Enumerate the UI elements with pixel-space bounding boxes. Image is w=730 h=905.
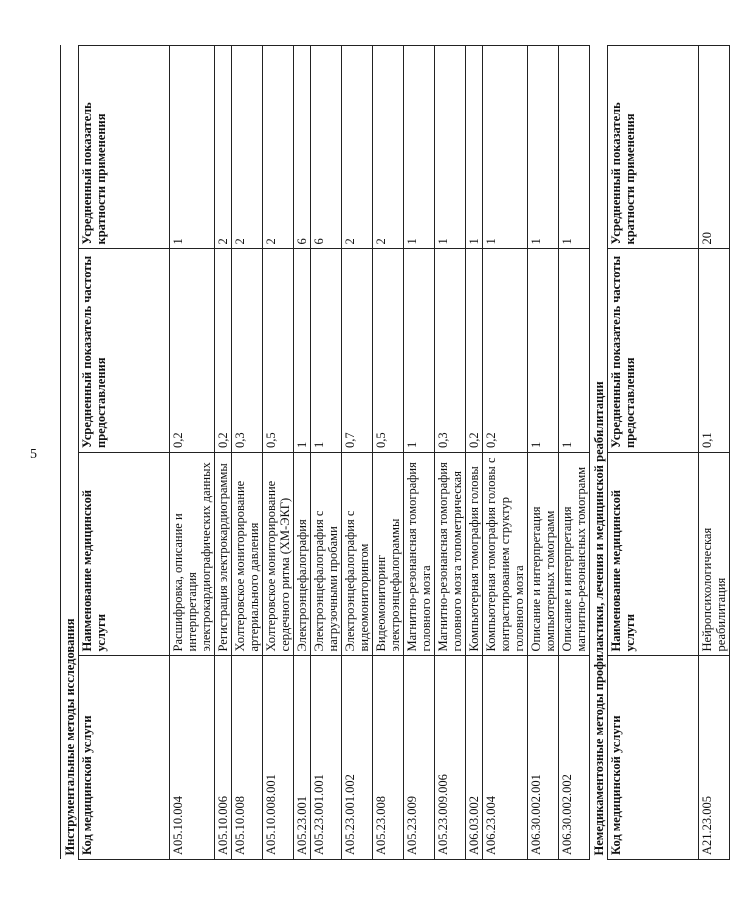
- row-name: Нейропсихологическая реабилитация: [699, 453, 730, 657]
- header-name: Наименование медицинской услуги: [79, 453, 170, 657]
- row-multiplicity: 2: [215, 46, 232, 250]
- table-row: [170, 46, 215, 860]
- header-frequency: Усредненный показатель частоты предоставления: [79, 249, 170, 453]
- header-multiplicity: Усредненный показатель кратности применения: [608, 46, 699, 250]
- row-name: Холтеровское мониторирование сердечного ритма (ХМ-ЭКГ): [263, 453, 294, 657]
- row-name: Компьютерная томография головы с контрастированием структур головного мозга: [483, 453, 528, 657]
- row-code: A06.03.002: [466, 656, 483, 860]
- row-frequency: 0,1: [699, 249, 730, 453]
- row-frequency: 1: [311, 249, 342, 453]
- row-frequency: 1: [404, 249, 435, 453]
- section-title-row: [590, 46, 608, 860]
- row-multiplicity: 1: [404, 46, 435, 250]
- row-multiplicity: 1: [528, 46, 559, 250]
- row-code: A05.10.008.001: [263, 656, 294, 860]
- row-multiplicity: 1: [170, 46, 215, 250]
- table-row: [528, 46, 559, 860]
- row-multiplicity: 2: [232, 46, 263, 250]
- table-row: [404, 46, 435, 860]
- row-code: A06.30.002.002: [559, 656, 590, 860]
- section-title-row: [61, 46, 79, 860]
- row-name: Компьютерная томография головы: [466, 453, 483, 657]
- row-code: A06.30.002.001: [528, 656, 559, 860]
- row-name: Магнитно-резонансная томография головного мозга топометрическая: [435, 453, 466, 657]
- row-multiplicity: 1: [466, 46, 483, 250]
- row-name: Электроэнцефалография с нагрузочными пробами: [311, 453, 342, 657]
- row-frequency: 0,3: [435, 249, 466, 453]
- row-frequency: 0,5: [373, 249, 404, 453]
- row-multiplicity: 1: [435, 46, 466, 250]
- row-code: A05.10.008: [232, 656, 263, 860]
- header-code: Код медицинской услуги: [608, 656, 699, 860]
- header-frequency: Усредненный показатель частоты предоставления: [608, 249, 699, 453]
- row-multiplicity: 2: [263, 46, 294, 250]
- row-frequency: 0,2: [170, 249, 215, 453]
- row-name: Холтеровское мониторирование артериального давления: [232, 453, 263, 657]
- header-code: Код медицинской услуги: [79, 656, 170, 860]
- table-header-row: [608, 46, 699, 860]
- row-code: A05.23.001.002: [342, 656, 373, 860]
- table-row: [699, 46, 730, 860]
- row-multiplicity: 1: [559, 46, 590, 250]
- row-code: A05.23.001: [294, 656, 311, 860]
- row-frequency: 0,7: [342, 249, 373, 453]
- table-row: [373, 46, 404, 860]
- row-frequency: 1: [294, 249, 311, 453]
- row-name: Электроэнцефалография: [294, 453, 311, 657]
- row-code: A05.23.009.006: [435, 656, 466, 860]
- row-code: A05.23.008: [373, 656, 404, 860]
- row-code: A05.23.009: [404, 656, 435, 860]
- row-code: A06.23.004: [483, 656, 528, 860]
- row-name: Описание и интерпретация магнитно-резонансных томограмм: [559, 453, 590, 657]
- row-frequency: 0,2: [215, 249, 232, 453]
- row-frequency: 1: [559, 249, 590, 453]
- table-row: [232, 46, 263, 860]
- row-frequency: 0,2: [466, 249, 483, 453]
- row-name: Расшифровка, описание и интерпретация электрокардиографических данных: [170, 453, 215, 657]
- row-frequency: 0,5: [263, 249, 294, 453]
- section-title: Немедикаментозные методы профилактики, лечения и медицинской реабилитации: [590, 46, 608, 860]
- row-frequency: 0,2: [483, 249, 528, 453]
- row-multiplicity: 6: [294, 46, 311, 250]
- row-code: A21.23.005: [699, 656, 730, 860]
- services-table: [60, 45, 730, 860]
- table-row: [263, 46, 294, 860]
- row-code: A05.23.001.001: [311, 656, 342, 860]
- row-multiplicity: 6: [311, 46, 342, 250]
- table-header-row: [79, 46, 170, 860]
- row-multiplicity: 1: [483, 46, 528, 250]
- row-name: Магнитно-резонансная томография головного мозга: [404, 453, 435, 657]
- table-row: [311, 46, 342, 860]
- row-name: Электроэнцефалография с видеомониторингом: [342, 453, 373, 657]
- row-name: Регистрация электрокардиограммы: [215, 453, 232, 657]
- row-code: A05.10.004: [170, 656, 215, 860]
- table-row: [466, 46, 483, 860]
- row-multiplicity: 20: [699, 46, 730, 250]
- table-row: [215, 46, 232, 860]
- row-frequency: 0,3: [232, 249, 263, 453]
- table-row: [483, 46, 528, 860]
- row-multiplicity: 2: [373, 46, 404, 250]
- row-multiplicity: 2: [342, 46, 373, 250]
- header-multiplicity: Усредненный показатель кратности применения: [79, 46, 170, 250]
- page-number: 5: [30, 447, 37, 462]
- table-row: [342, 46, 373, 860]
- table-row: [559, 46, 590, 860]
- header-name: Наименование медицинской услуги: [608, 453, 699, 657]
- row-name: Видеомониторинг электроэнцефалограммы: [373, 453, 404, 657]
- section-title: Инструментальные методы исследования: [61, 46, 79, 860]
- table-row: [294, 46, 311, 860]
- table-row: [435, 46, 466, 860]
- row-name: Описание и интерпретация компьютерных томограмм: [528, 453, 559, 657]
- rotated-page-content: [60, 45, 728, 860]
- row-frequency: 1: [528, 249, 559, 453]
- row-code: A05.10.006: [215, 656, 232, 860]
